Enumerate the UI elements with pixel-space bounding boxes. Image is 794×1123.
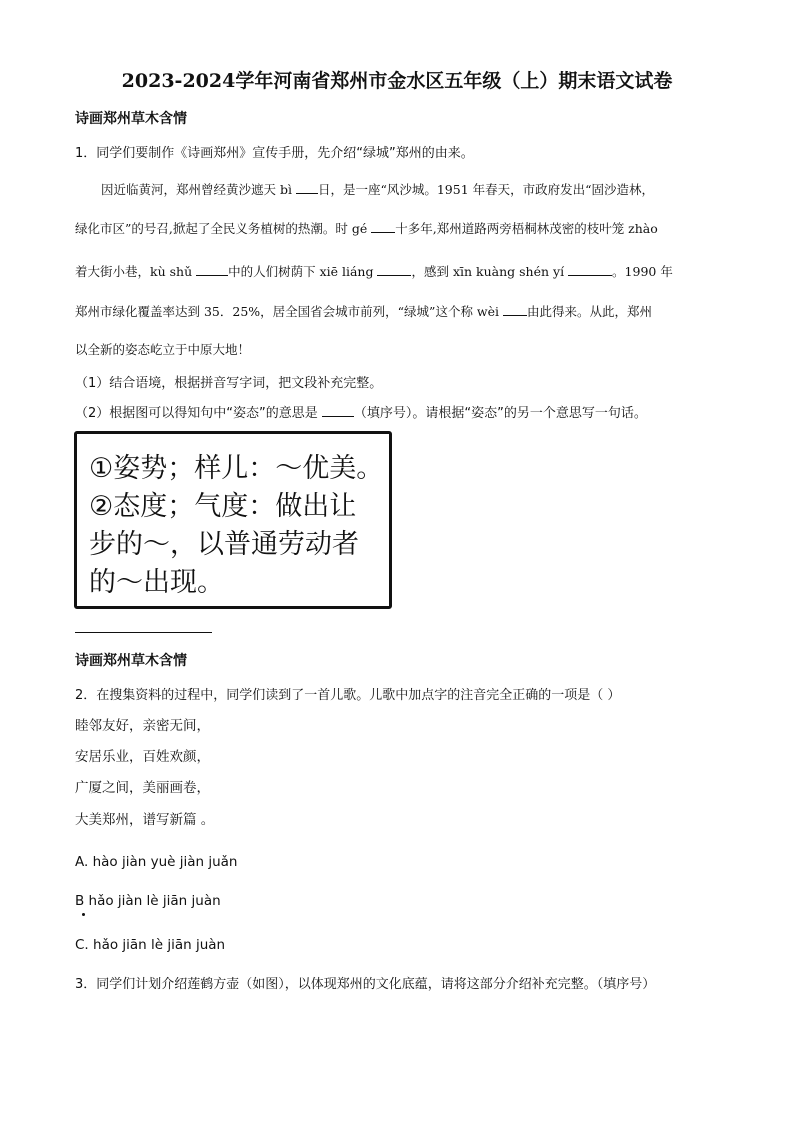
passage-line-5 <box>75 340 725 358</box>
passage-line-2 <box>75 219 725 237</box>
answer-blank[interactable] <box>322 403 354 417</box>
passage-text: 着大街小巷，kù shǔ <box>75 264 197 279</box>
answer-blank[interactable] <box>377 262 411 276</box>
answer-blank[interactable] <box>371 219 395 233</box>
option-b[interactable]: B hǎo jiàn lè jiān juàn <box>75 893 221 909</box>
passage-text: 日，是一座“风沙城。1951 年春天，市政府发出“固沙造林， <box>317 182 655 197</box>
poem-line-4: 大美郑州，谱写新篇 。 <box>75 812 215 828</box>
passage-line-3 <box>75 262 725 280</box>
question-2-stem: 2．在搜集资料的过程中，同学们读到了一首儿歌。儿歌中加点字的注音完全正确的一项是（ ） <box>75 688 621 703</box>
option-a[interactable]: A. hào jiàn yuè jiàn juǎn <box>75 854 238 870</box>
poem-line-3: 广厦之间，美丽画卷， <box>75 780 210 796</box>
section-heading-2: 诗画郑州草木含情 <box>75 653 187 669</box>
answer-blank[interactable] <box>568 262 612 276</box>
passage-text: 绿化市区”的号召,掀起了全民义务植树的热潮。时 gé <box>75 221 372 236</box>
answer-blank[interactable] <box>296 180 318 194</box>
passage-text: 中的人们树荫下 xiē liáng <box>228 264 378 279</box>
question-1-stem: 1．同学们要制作《诗画郑州》宣传手册，先介绍“绿城”郑州的由来。 <box>75 146 474 161</box>
passage-text: 以全新的姿态屹立于中原大地！ <box>75 342 251 357</box>
passage-text: 。1990 年 <box>612 264 673 279</box>
question-1-sub1: （1）结合语境，根据拼音写字词，把文段补充完整。 <box>75 376 383 391</box>
sub2-text: （填序号）。请根据“姿态”的另一个意思写一句话。 <box>353 406 647 421</box>
definition-line-1: ①姿势；样儿：～优美。 <box>89 453 384 484</box>
section-heading-1: 诗画郑州草木含情 <box>75 111 187 127</box>
option-c[interactable]: C. hǎo jiān lè jiān juàn <box>75 937 226 953</box>
sub2-text: （2）根据图可以得知句中“姿态”的意思是 <box>75 406 322 421</box>
passage-text: 由此得来。从此，郑州 <box>527 304 653 319</box>
answer-blank[interactable] <box>503 302 527 316</box>
passage-line-4 <box>75 302 725 320</box>
poem-line-1: 睦邻友好，亲密无间， <box>75 718 210 734</box>
poem-line-2: 安居乐业，百姓欢颜， <box>75 749 210 765</box>
passage-line-1 <box>75 180 725 198</box>
passage-text: 郑州市绿化覆盖率达到 35．25%，居全国省会城市前列，“绿城”这个称 wèi <box>75 304 503 319</box>
question-1-sub2 <box>75 402 647 421</box>
answer-blank[interactable] <box>196 262 228 276</box>
option-b-dot <box>82 913 85 916</box>
passage-text: ，感到 xīn kuàng shén yí <box>411 264 569 279</box>
passage-text: 十多年,郑州道路两旁梧桐林茂密的枝叶笼 zhào <box>395 221 658 236</box>
question-3-stem: 3．同学们计划介绍莲鹤方壶（如图），以体现郑州的文化底蕴，请将这部分介绍补充完整。（填序号） <box>75 977 656 992</box>
dictionary-definition-box <box>74 431 392 609</box>
definition-line-2: ②态度；气度：做出让 <box>89 491 357 522</box>
definition-line-4: 的～出现。 <box>89 567 224 598</box>
separator-rule <box>75 632 212 633</box>
definition-line-3: 步的～，以普通劳动者 <box>89 529 359 560</box>
passage-text: 因近临黄河，郑州曾经黄沙遮天 bì <box>101 182 296 197</box>
exam-title: 2023-2024学年河南省郑州市金水区五年级（上）期末语文试卷 <box>121 70 673 92</box>
